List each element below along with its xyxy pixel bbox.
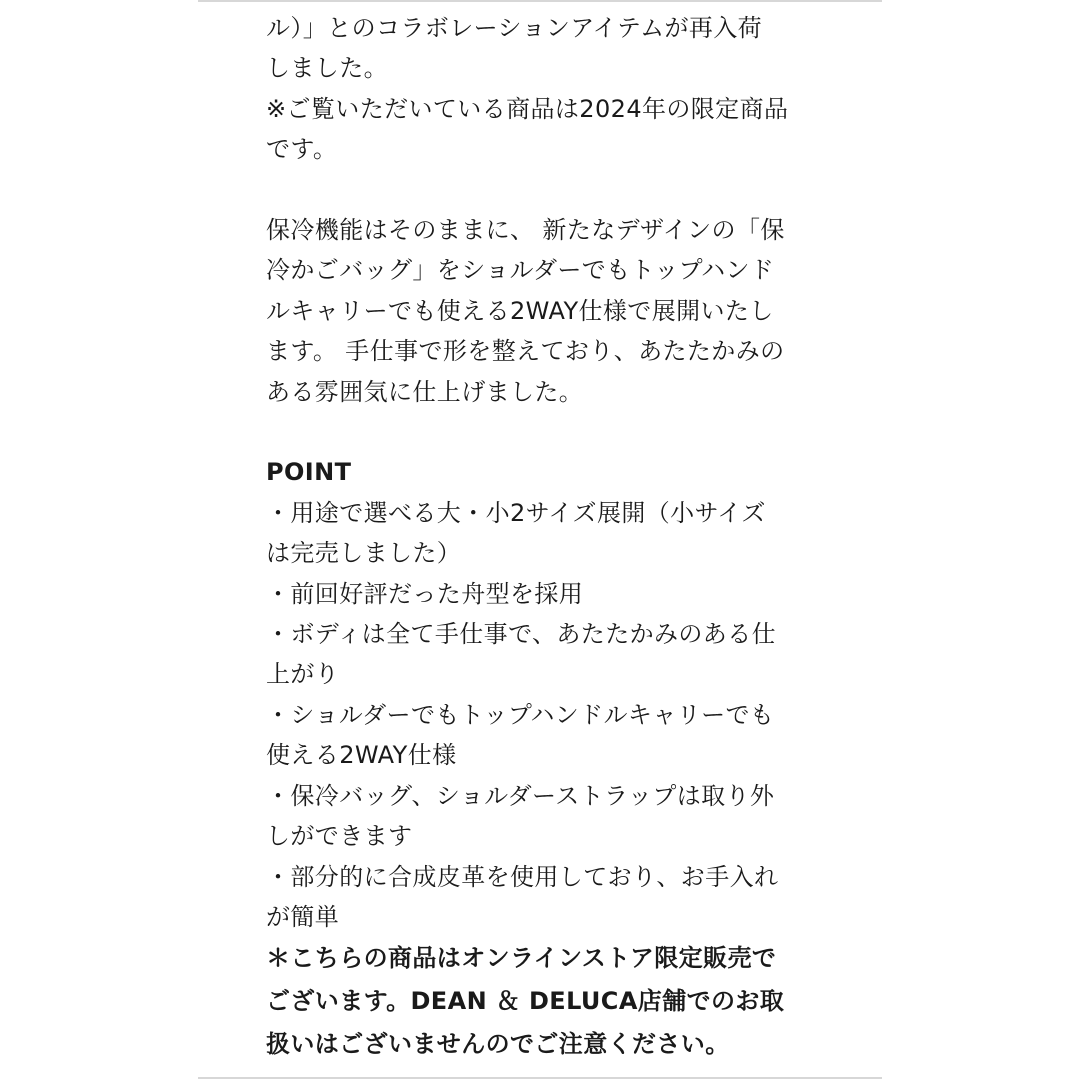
point-line: 使える2WAY仕様 [266,741,457,770]
point-line: ・用途で選べる大・小2サイズ展開（小サイズ [266,498,766,527]
notice-line: ございます。DEAN ＆ DELUCA店舗でのお取 [266,987,785,1016]
text-line: ある雰囲気に仕上げました。 [266,377,584,406]
text-line: ※ご覧いただいている商品は2024年の限定商品 [266,94,789,123]
paragraph-gap [266,412,816,452]
point-line: ・前回好評だった舟型を採用 [266,579,584,608]
notice-line: 扱いはございませんのでご注意ください。 [266,1030,730,1059]
store-notice [266,937,816,1066]
point-heading: POINT [266,458,352,487]
text-line: ルキャリーでも使える2WAY仕様で展開いたし [266,296,774,325]
point-line: ・保冷バッグ、ショルダーストラップは取り外 [266,781,775,810]
top-divider [198,0,882,2]
point-line: ・部分的に合成皮革を使用しており、お手入れ [266,862,779,891]
text-line: ル）」とのコラボレーションアイテムが再入荷 [266,14,763,42]
text-line: しました。 [266,54,388,83]
notice-line: ＊こちらの商品はオンラインストア限定販売で [266,944,777,973]
text-line: ます。 手仕事で形を整えており、あたたかみの [266,337,785,366]
product-description [266,8,816,1066]
point-line: は完売しました） [266,539,462,568]
text-line: 保冷機能はそのままに、 新たなデザインの「保 [266,216,785,245]
bottom-divider [198,1077,882,1079]
paragraph-gap [266,170,816,210]
point-line: が簡単 [266,902,340,931]
point-line: ・ボディは全て手仕事で、あたたかみのある仕 [266,620,776,649]
text-line: です。 [266,135,338,164]
description-text [266,210,816,412]
point-line: ・ショルダーでもトップハンドルキャリーでも [266,700,775,729]
intro-text [266,8,816,170]
text-line: 冷かごバッグ」をショルダーでもトップハンド [266,256,775,285]
point-line: しができます [266,822,413,851]
point-section [266,452,816,937]
point-line: 上がり [266,660,340,689]
